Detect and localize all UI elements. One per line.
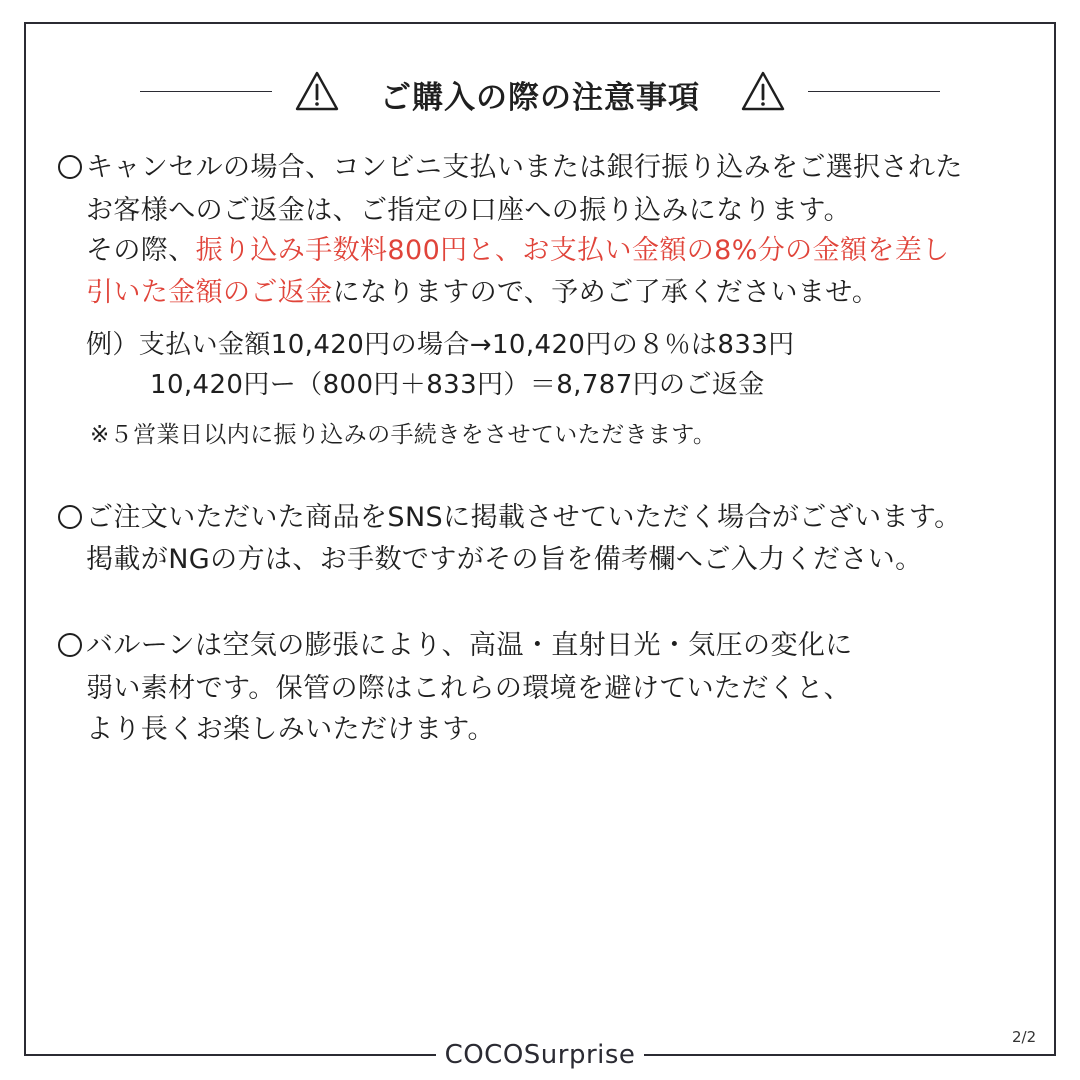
- footer: [0, 1038, 1080, 1078]
- cancel-line-4: 引いた金額のご返金になりますので、予めご了承くださいませ。: [86, 277, 880, 308]
- page-title: ご購入の際の注意事項: [380, 80, 700, 116]
- example-line-2: 10,420円ー（800円＋833円）＝8,787円のご返金: [150, 370, 765, 400]
- page-number: 2/2: [1012, 1028, 1037, 1046]
- sns-line-2: 掲載がNGの方は、お手数ですがその旨を備考欄へご入力ください。: [86, 544, 923, 575]
- warning-triangle-icon: [294, 70, 340, 112]
- circle-bullet-icon: [58, 505, 82, 529]
- cancel-line-3: その際、振り込み手数料800円と、お支払い金額の8%分の金額を差し: [86, 235, 950, 266]
- balloon-line-2: 弱い素材です。保管の際はこれらの環境を避けていただくと、: [86, 673, 852, 704]
- title-row: [0, 68, 1080, 116]
- title-rule-left: [140, 91, 272, 92]
- warning-triangle-icon: [740, 70, 786, 112]
- balloon-line-3: より長くお楽しみいただけます。: [86, 714, 495, 745]
- refund-fee-highlight: 振り込み手数料800円と、お支払い金額の8%分の金額を差し: [195, 235, 950, 266]
- title-rule-right: [808, 91, 940, 92]
- example-line-1: 例）支払い金額10,420円の場合→10,420円の８％は833円: [86, 330, 795, 360]
- circle-bullet-icon: [58, 633, 82, 657]
- refund-amount-highlight: 引いた金額のご返金: [86, 277, 333, 308]
- cancel-line-1: キャンセルの場合、コンビニ支払いまたは銀行振り込みをご選択された: [58, 149, 963, 187]
- circle-bullet-icon: [58, 155, 82, 179]
- balloon-line-1: バルーンは空気の膨張により、高温・直射日光・気圧の変化に: [58, 627, 853, 665]
- brand-name: COCOSurprise: [444, 1040, 636, 1070]
- transfer-note: ※５営業日以内に振り込みの手続きをさせていただきます。: [90, 422, 717, 448]
- sns-line-1: ご注文いただいた商品をSNSに掲載させていただく場合がございます。: [58, 499, 962, 537]
- cancel-line-2: お客様へのご返金は、ご指定の口座への振り込みになります。: [86, 195, 852, 226]
